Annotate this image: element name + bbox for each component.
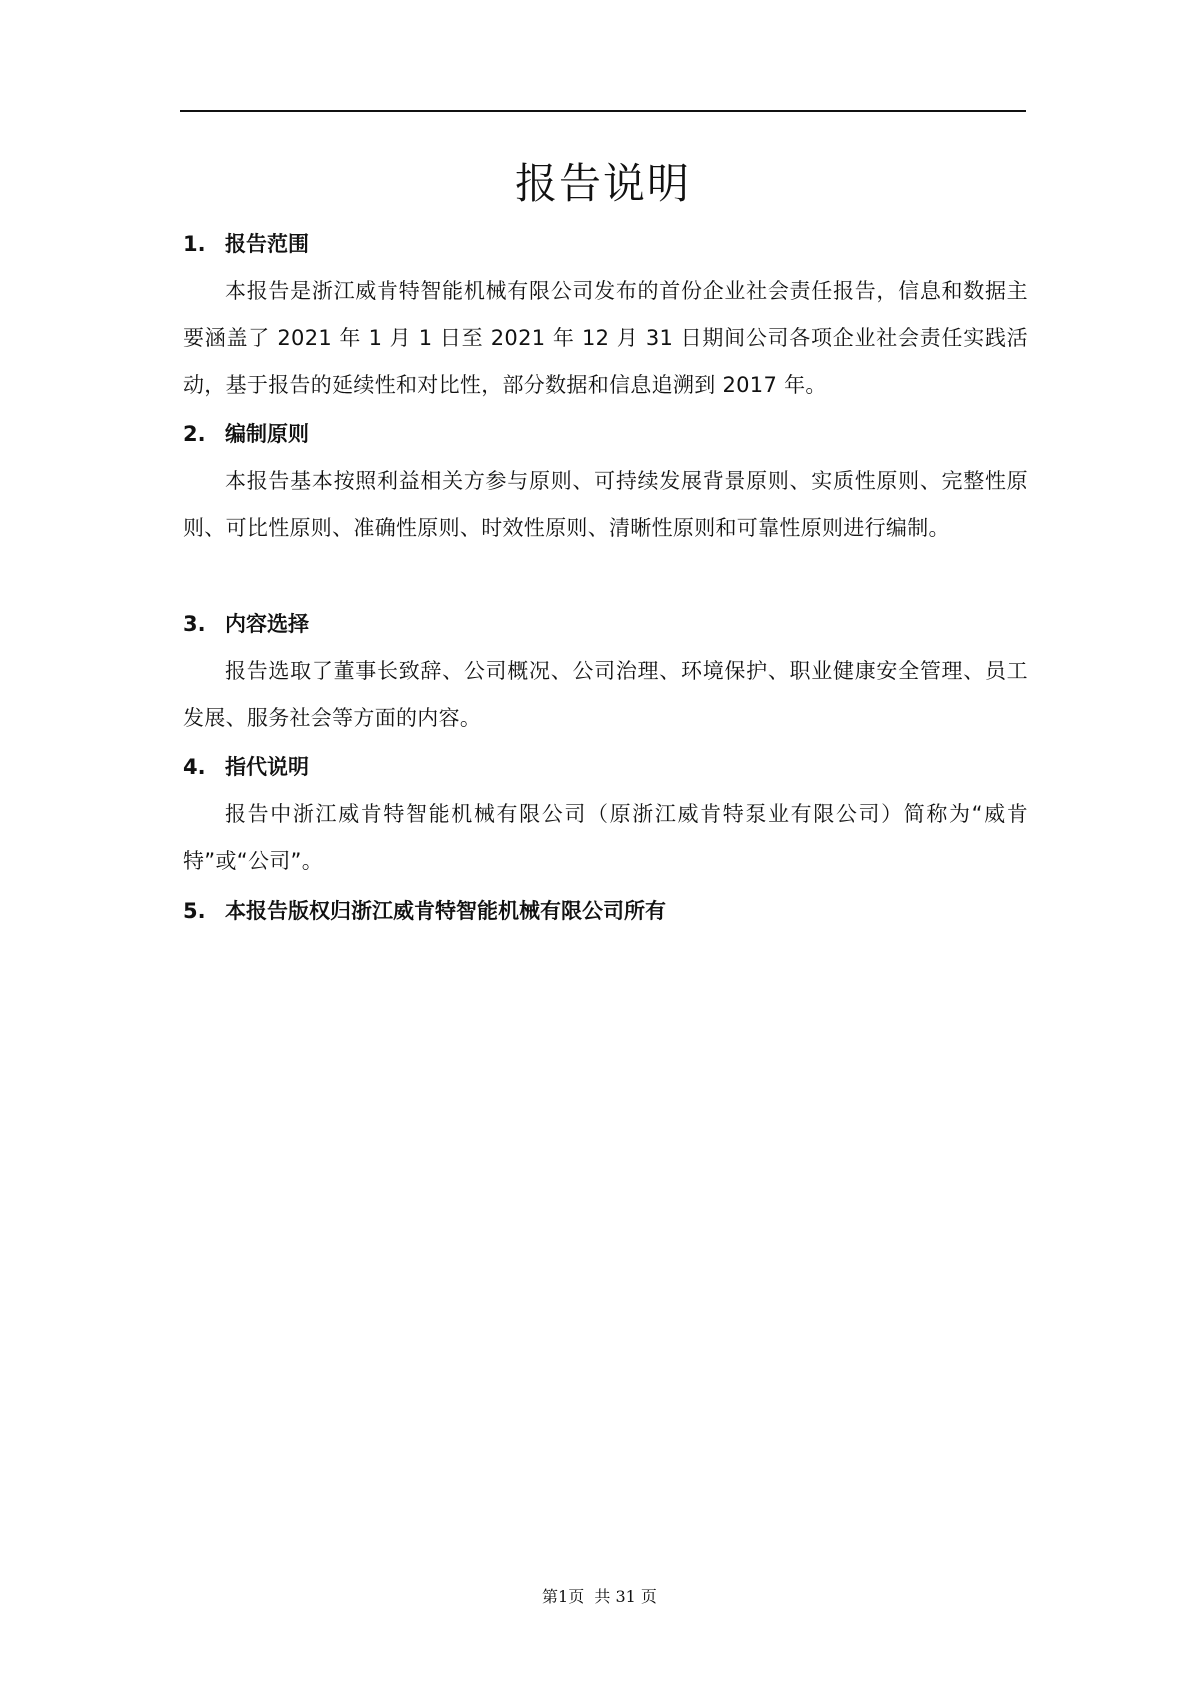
section-heading-copyright (183, 895, 666, 927)
section-body-scope: 本报告是浙江威肯特智能机械有限公司发布的首份企业社会责任报告，信息和数据主要涵盖了 2021 年 1 月 1 日至 2021 年 12 月 31 日期间公司各项企业社会责任实践活动，基于报告的延续性和对比性，部分数据和信息追溯到 2017 年。 (183, 279, 1028, 397)
section-body-content: 报告选取了董事长致辞、公司概况、公司治理、环境保护、职业健康安全管理、员工发展、服务社会等方面的内容。 (183, 659, 1028, 730)
section-heading-reference (183, 751, 309, 783)
section-body-reference: 报告中浙江威肯特智能机械有限公司（原浙江威肯特泵业有限公司）简称为“威肯特”或“公司”。 (183, 802, 1028, 873)
section-heading-principles (183, 418, 309, 450)
page-number-footer: 第1页 共 31 页 (542, 1587, 657, 1606)
section-heading-content (183, 608, 309, 640)
section-title: 本报告版权归浙江威肯特智能机械有限公司所有 (225, 899, 666, 923)
section-number: 2. (183, 422, 206, 446)
section-title: 报告范围 (225, 232, 309, 256)
header-rule (180, 110, 1026, 112)
section-title: 编制原则 (225, 422, 309, 446)
section-body-principles: 本报告基本按照利益相关方参与原则、可持续发展背景原则、实质性原则、完整性原则、可比性原则、准确性原则、时效性原则、清晰性原则和可靠性原则进行编制。 (183, 469, 1028, 540)
section-title: 内容选择 (225, 612, 309, 636)
section-number: 5. (183, 899, 206, 923)
section-title: 指代说明 (225, 755, 309, 779)
section-number: 1. (183, 232, 206, 256)
page-title: 报告说明 (514, 159, 691, 208)
section-number: 4. (183, 755, 206, 779)
section-heading-scope (183, 228, 309, 260)
section-number: 3. (183, 612, 206, 636)
